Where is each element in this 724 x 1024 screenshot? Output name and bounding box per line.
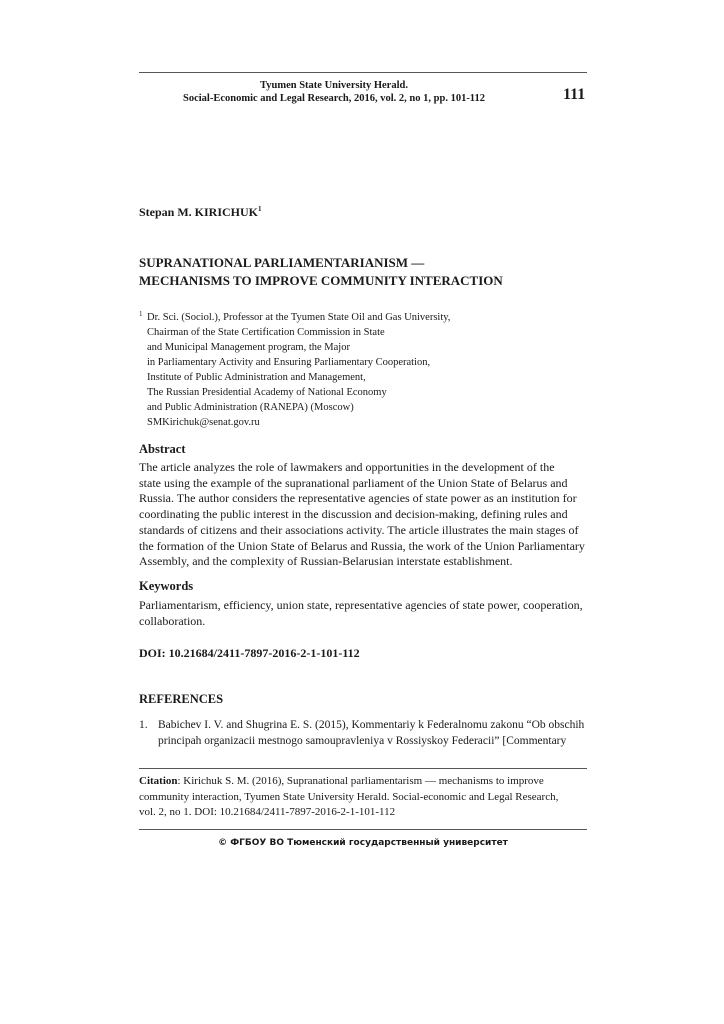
affiliation-line: The Russian Presidential Academy of National Economy [147, 387, 387, 398]
abstract-line: state using the example of the supranational parliament of the Union State of Belarus and [139, 475, 568, 490]
abstract-line: Russia. The author considers the representative agencies of state power as an institution for [139, 491, 577, 506]
abstract-line: Assembly, and the complexity of Russian-Belarusian interstate establishment. [139, 554, 513, 569]
author-footnote-mark: 1 [258, 205, 262, 213]
journal-header [139, 79, 529, 105]
article-title [139, 254, 503, 290]
citation-top-rule [139, 768, 587, 769]
citation-line: community interaction, Tyumen State University Herald. Social-economic and Legal Research, [139, 790, 559, 803]
reference-number: 1. [139, 719, 148, 731]
title-line-1: SUPRANATIONAL PARLIAMENTARIANISM — [139, 255, 425, 270]
abstract-line: the formation of the Union State of Belarus and Russia, the work of the Union Parliamentary [139, 538, 585, 553]
author-name-text: Stepan M. KIRICHUK [139, 205, 259, 219]
keywords-body [139, 598, 587, 629]
journal-title: Tyumen State University Herald. [260, 80, 408, 91]
citation-label: Citation [139, 775, 178, 787]
author-name [139, 205, 262, 220]
citation-line: : Kirichuk S. M. (2016), Supranational parliamentarism — mechanisms to improve [177, 775, 544, 787]
affiliation-footnote-mark: 1 [139, 310, 143, 318]
doi: DOI: 10.21684/2411-7897-2016-2-1-101-112 [139, 646, 360, 660]
copyright-notice: © ФГБОУ ВО Тюменский государственный университет [218, 838, 508, 848]
title-line-2: MECHANISMS TO IMPROVE COMMUNITY INTERACTION [139, 273, 503, 288]
reference-line: Babichev I. V. and Shugrina E. S. (2015), Kommentariy k Federalnomu zakonu “Ob obschih [158, 719, 585, 731]
affiliation-line: Institute of Public Administration and Management, [147, 372, 366, 383]
abstract-line: coordinating the public interest in the discussion and decision-making, defining rules and [139, 507, 568, 522]
reference-item [139, 718, 584, 749]
page-number: 111 [563, 86, 586, 103]
header-rule [139, 72, 587, 73]
affiliation-line: and Municipal Management program, the Major [147, 342, 350, 353]
reference-line: principah organizacii mestnogo samoupravleniya v Rossiyskoy Federacii” [Commentary [158, 734, 567, 747]
journal-issue: Social-Economic and Legal Research, 2016, vol. 2, no 1, pp. 101-112 [183, 93, 485, 104]
affiliation-line: Dr. Sci. (Sociol.), Professor at the Tyumen State Oil and Gas University, [147, 312, 451, 323]
affiliation-line: Chairman of the State Certification Commission in State [147, 327, 385, 338]
abstract-heading: Abstract [139, 442, 186, 456]
abstract-line: standards of citizens and their associations activity. The article illustrates the main stages of [139, 522, 579, 537]
citation-bottom-rule [139, 829, 587, 830]
references-heading: REFERENCES [139, 692, 224, 706]
keywords-line: collaboration. [139, 613, 206, 628]
keywords-line: Parliamentarism, efficiency, union state, representative agencies of state power, cooperation, [139, 598, 583, 612]
affiliation-line: and Public Administration (RANEPA) (Moscow) [147, 402, 354, 413]
abstract-line: The article analyzes the role of lawmakers and opportunities in the development of the [139, 460, 555, 474]
author-email: SMKirichuk@senat.gov.ru [147, 417, 260, 428]
affiliation-line: in Parliamentary Activity and Ensuring Parliamentary Cooperation, [147, 357, 431, 368]
citation-block [139, 774, 587, 821]
abstract-body [139, 460, 587, 570]
citation-line: vol. 2, no 1. DOI: 10.21684/2411-7897-2016-2-1-101-112 [139, 806, 396, 818]
keywords-heading: Keywords [139, 579, 194, 593]
author-affiliation [139, 310, 450, 430]
